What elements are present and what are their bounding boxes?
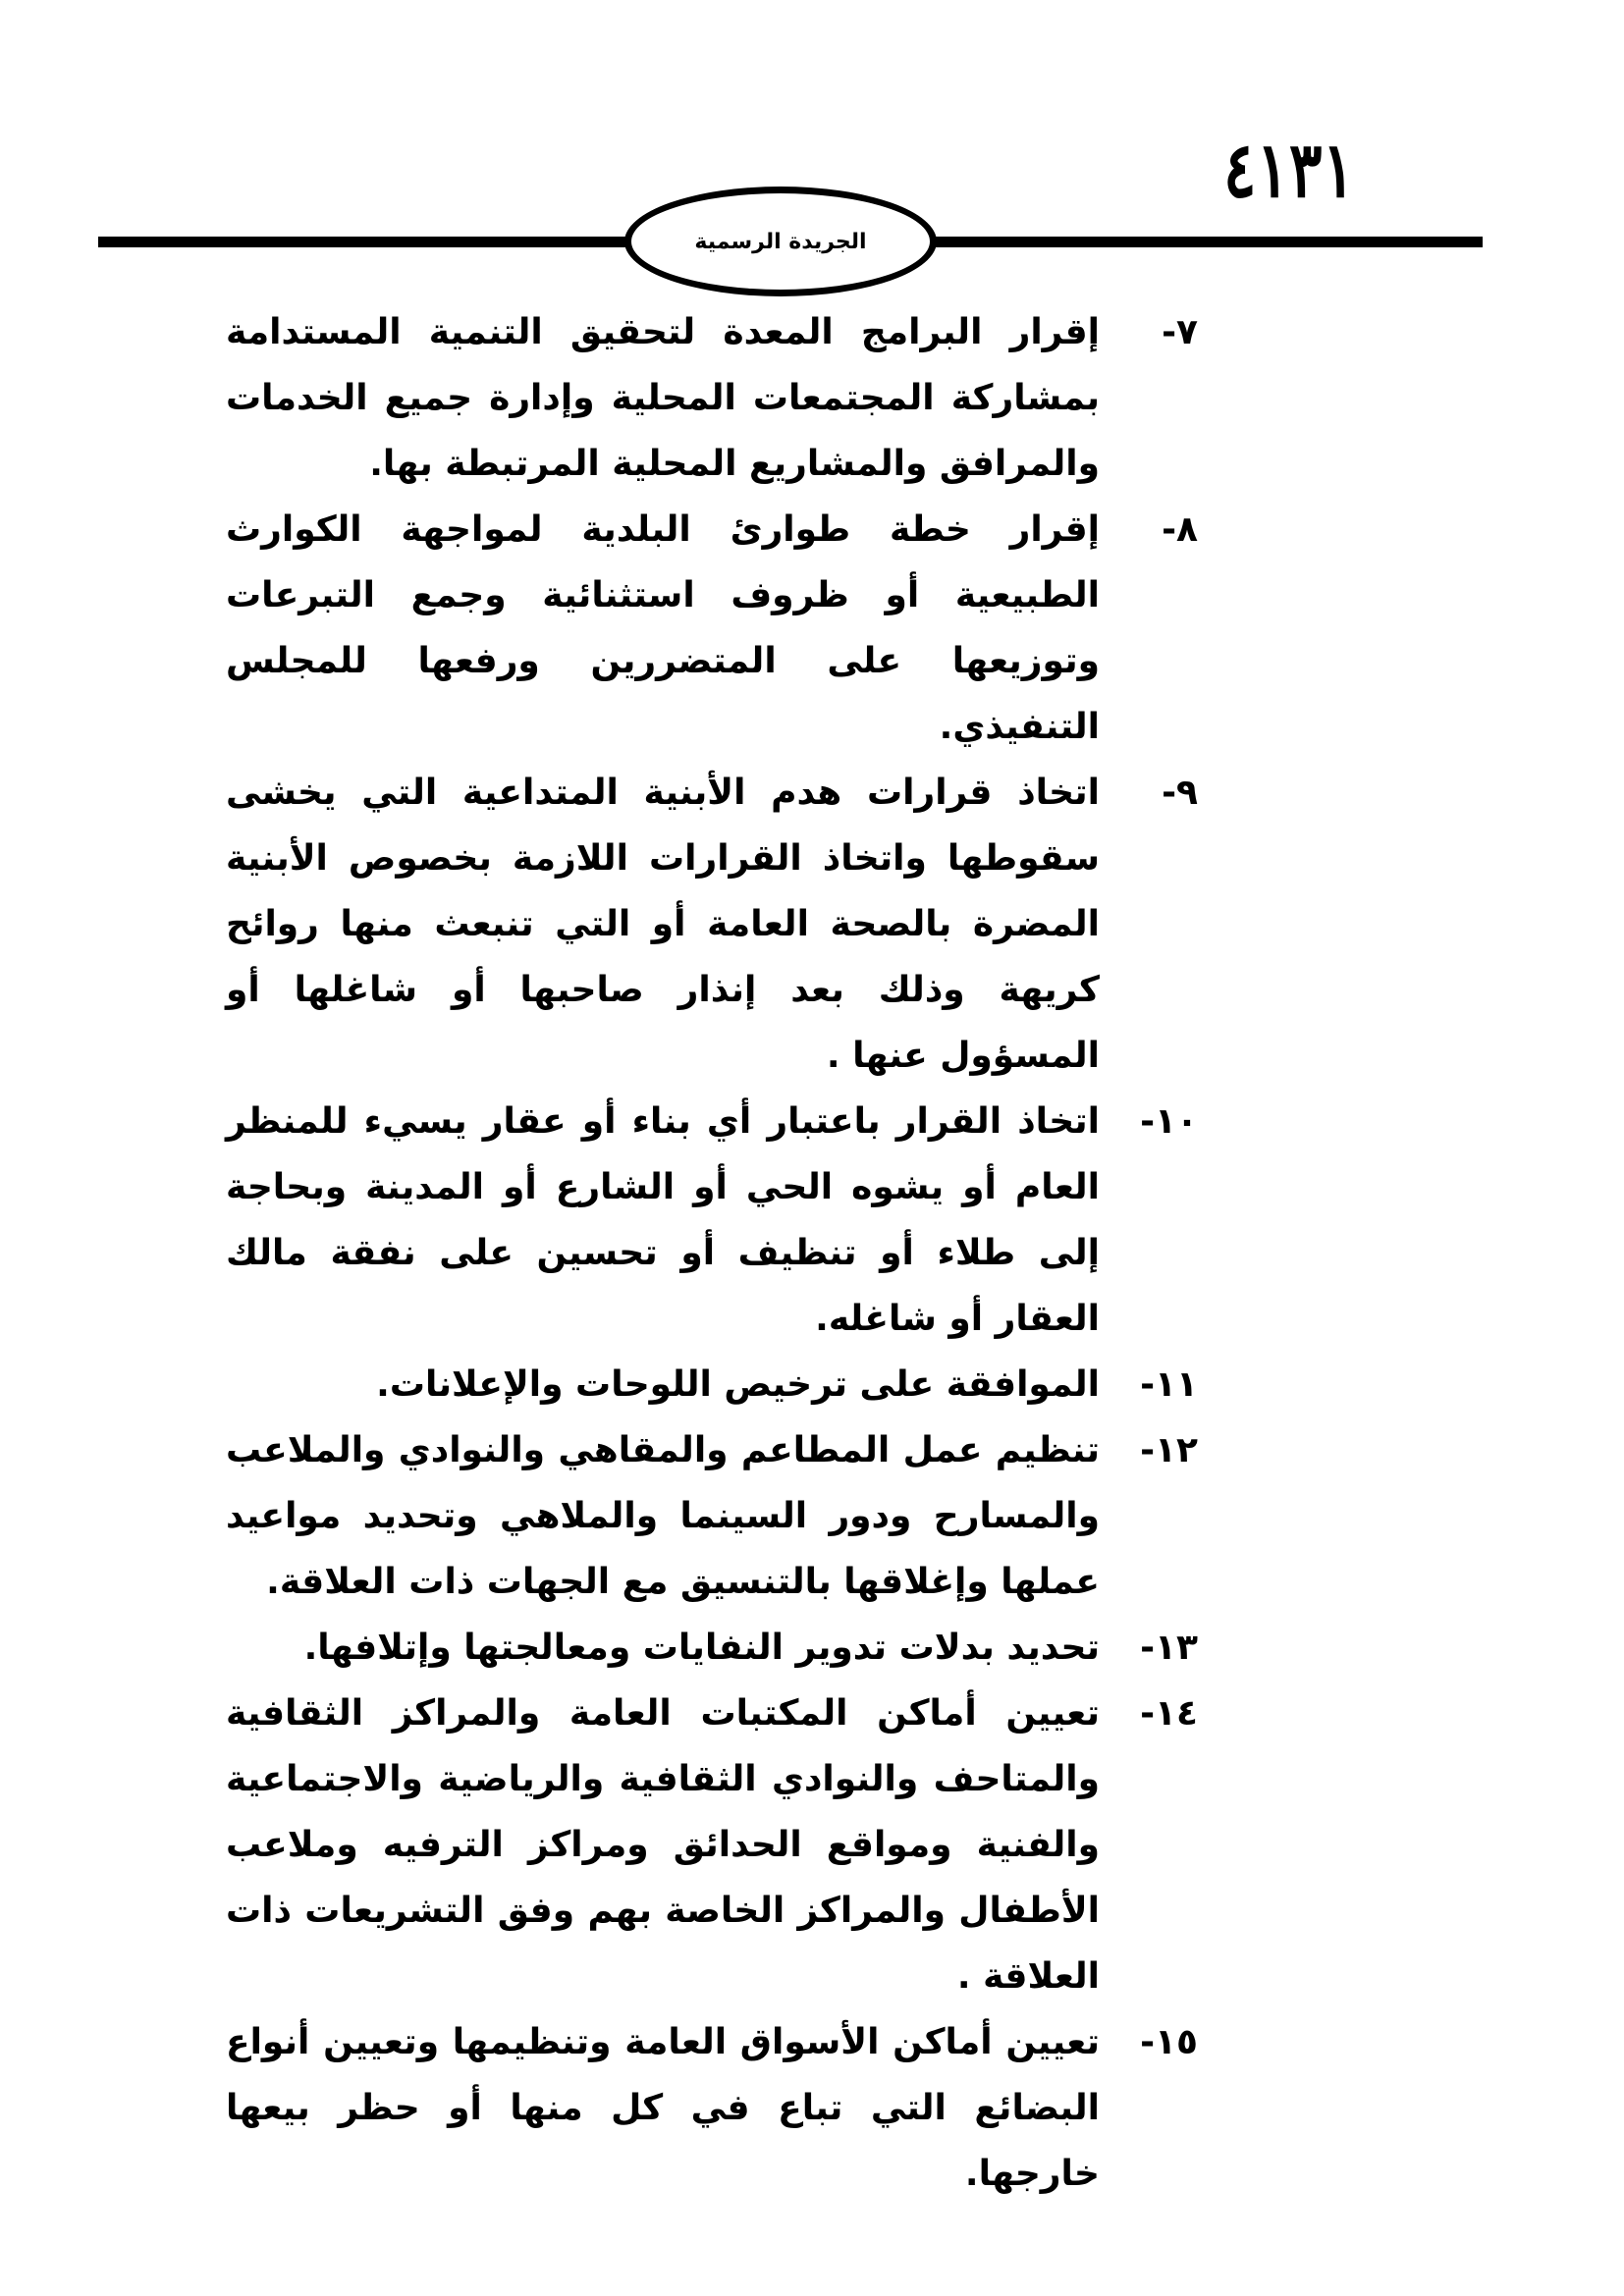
item-number: ١١- [1140,1364,1198,1405]
item-number: ٨- [1162,509,1198,550]
list-item [216,1089,1198,1352]
item-text: تعيين أماكن المكتبات العامة والمراكز الثقافية والمتاحف والنوادي الثقافية والرياضية والاجتماعية والفنية ومواقع الحدائق ومراكز الترفيه وملاعب الأطفال والمراكز الخاصة بهم وفق التشريعات ذات العلاقة . [226,1693,1100,1997]
gazette-title-oval [624,187,937,296]
item-number: ١٤- [1140,1693,1198,1734]
item-text: اتخاذ قرارات هدم الأبنية المتداعية التي يخشى سقوطها واتخاذ القرارات اللازمة بخصوص الأبنية المضرة بالصحة العامة أو التي تنبعث منها روائح كريهة وذلك بعد إنذار صاحبها أو شاغلها أو المسؤول عنها . [226,773,1100,1076]
item-text: إقرار خطة طوارئ البلدية لمواجهة الكوارث الطبيعية أو ظروف استثنائية وجمع التبرعات وتوزيعها على المتضررين ورفعها للمجلس التنفيذي. [226,509,1100,747]
item-text: تحديد بدلات تدوير النفايات ومعالجتها وإتلافها. [303,1628,1100,1668]
item-number: ٧- [1162,312,1198,352]
article-list [216,299,1198,2207]
list-item [216,1615,1198,1681]
item-number: ١٢- [1140,1430,1198,1470]
list-item [216,2009,1198,2207]
list-item [216,497,1198,760]
item-text: تنظيم عمل المطاعم والمقاهي والنوادي والملاعب والمسارح ودور السينما والملاهي وتحديد مواعيد عملها وإغلاقها بالتنسيق مع الجهات ذات العلاقة. [226,1430,1100,1602]
page-number: ٤١٣١ [1223,126,1356,215]
list-item [216,299,1198,497]
item-text: تعيين أماكن الأسواق العامة وتنظيمها وتعيين أنواع البضائع التي تباع في كل منها أو حظر بيعها خارجها. [226,2022,1100,2194]
item-text: إقرار البرامج المعدة لتحقيق التنمية المستدامة بمشاركة المجتمعات المحلية وإدارة جميع الخدمات والمرافق والمشاريع المحلية المرتبطة بها. [226,312,1100,484]
item-number: ١٣- [1140,1628,1198,1668]
list-item [216,1352,1198,1417]
list-item [216,760,1198,1089]
item-number: ٩- [1162,773,1198,813]
item-text: الموافقة على ترخيص اللوحات والإعلانات. [376,1364,1100,1405]
list-item [216,1681,1198,2009]
gazette-title: الجريدة الرسمية [694,229,867,254]
list-item [216,1417,1198,1615]
item-number: ١٠- [1140,1101,1198,1142]
item-number: ١٥- [1140,2022,1198,2062]
item-text: اتخاذ القرار باعتبار أي بناء أو عقار يسيء للمنظر العام أو يشوه الحي أو الشارع أو المدينة وبحاجة إلى طلاء أو تنظيف أو تحسين على نفقة مالك العقار أو شاغله. [226,1101,1100,1339]
